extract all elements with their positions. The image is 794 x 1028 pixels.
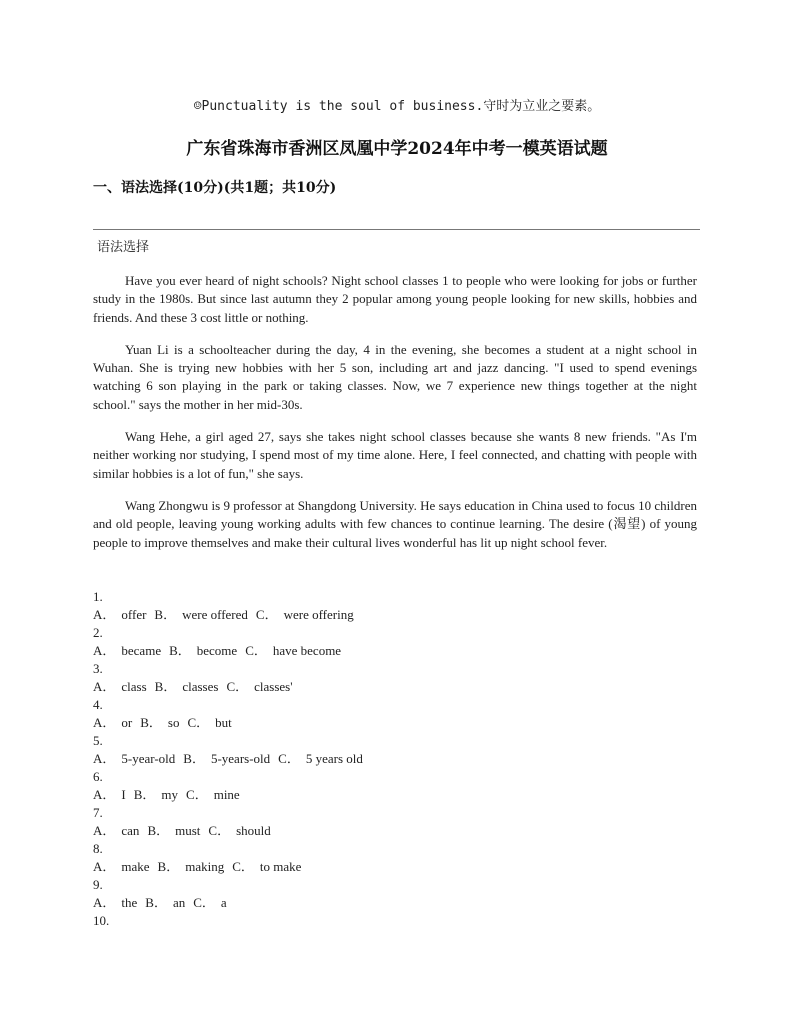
option-text: mine xyxy=(213,787,240,802)
option-text: 5 years old xyxy=(305,751,363,766)
option-letter: A． xyxy=(93,607,116,622)
question-number: 6. xyxy=(93,769,103,784)
option-letter: C． xyxy=(255,607,278,622)
option-text: the xyxy=(121,895,138,910)
passage-paragraph: Yuan Li is a schoolteacher during the day, 4 in the evening, she becomes a student at a night school in Wuhan. She is trying new hobbies with her 5 son, including art and jazz dancing. "I used to spend evenings watching 6 son playing in the park or taking classes. Now, we 7 experience new things together at the night school." says the mother in her mid-30s. xyxy=(93,341,697,412)
option-text: to make xyxy=(259,859,302,874)
option-text: so xyxy=(167,715,180,730)
option-letter: C． xyxy=(186,787,208,802)
section-divider xyxy=(93,229,700,230)
question-list xyxy=(93,588,697,930)
option-text: 5-years-old xyxy=(210,751,271,766)
page-title: 广东省珠海市香洲区凤凰中学2024年中考一模英语试题 xyxy=(186,139,608,159)
question-number: 7. xyxy=(93,805,103,820)
question-number: 5. xyxy=(93,733,103,748)
option-letter: C． xyxy=(193,895,215,910)
question-number: 1. xyxy=(93,589,103,604)
question-options xyxy=(93,678,697,696)
option-text: but xyxy=(215,715,232,730)
option-text: classes xyxy=(182,679,219,694)
question-options xyxy=(93,642,697,660)
option-letter: C． xyxy=(232,859,254,874)
option-letter: C． xyxy=(187,715,210,730)
option-letter: C． xyxy=(208,823,231,838)
question-options xyxy=(93,822,697,840)
option-letter: C． xyxy=(245,643,267,658)
question-number: 4. xyxy=(93,697,103,712)
option-text: become xyxy=(196,643,238,658)
option-letter: B． xyxy=(147,823,170,838)
option-text: make xyxy=(121,859,150,874)
question-options xyxy=(93,714,697,732)
option-letter: B． xyxy=(169,643,191,658)
option-letter: B． xyxy=(157,859,180,874)
option-text: my xyxy=(161,787,179,802)
passage-paragraph: Have you ever heard of night schools? Night school classes 1 to people who were looking for jobs or further study in the 1980s. But since last autumn they 2 popular among young people looking for new skills, hobbies and friends. And these 3 cost little or nothing. xyxy=(93,273,697,325)
option-text: 5-year-old xyxy=(121,751,176,766)
question-options xyxy=(93,858,697,876)
option-letter: A． xyxy=(93,787,116,802)
option-text: an xyxy=(172,895,186,910)
option-letter: B． xyxy=(145,895,167,910)
option-letter: C． xyxy=(278,751,300,766)
option-letter: A． xyxy=(93,643,116,658)
passage-paragraph: Wang Zhongwu is 9 professor at Shangdong University. He says education in China used to focus 10 children and old people, leaving young working adults with few chances to continue learning. The desire (渴望) of young people to improve themselves and make their cultural lives wonderful has lit up night school fever. xyxy=(93,497,697,550)
option-text: class xyxy=(121,679,147,694)
option-text: were offered xyxy=(182,607,248,622)
question-options xyxy=(93,894,697,912)
option-text: offer xyxy=(121,607,147,622)
option-text: were offering xyxy=(283,607,354,622)
option-letter: B． xyxy=(140,715,162,730)
option-text: I xyxy=(121,787,126,802)
question-number: 10. xyxy=(93,913,110,928)
option-text: can xyxy=(121,823,140,838)
option-text: should xyxy=(236,823,271,838)
option-letter: B． xyxy=(183,751,205,766)
option-text: or xyxy=(121,715,133,730)
option-letter: B． xyxy=(154,679,177,694)
option-text: a xyxy=(220,895,227,910)
option-letter: A． xyxy=(93,679,116,694)
option-letter: A． xyxy=(93,823,116,838)
option-text: making xyxy=(185,859,225,874)
option-letter: A． xyxy=(93,751,116,766)
question-options xyxy=(93,750,697,768)
passage-paragraph: Wang Hehe, a girl aged 27, says she takes night school classes because she wants 8 new friends. "As I'm neither working nor studying, I spend most of my time alone. Here, I feel connected, and chatting with people with similar hobbies is a lot of fun," she says. xyxy=(93,429,697,481)
option-text: must xyxy=(175,823,201,838)
question-options xyxy=(93,606,697,624)
option-letter: A． xyxy=(93,715,116,730)
option-letter: C． xyxy=(226,679,249,694)
question-number: 2. xyxy=(93,625,103,640)
option-text: classes' xyxy=(254,679,293,694)
section-heading: 一、语法选择(10分)(共1题；共10分) xyxy=(93,180,337,196)
option-letter: B． xyxy=(133,787,156,802)
option-text: became xyxy=(121,643,162,658)
section-subheading: 语法选择 xyxy=(97,240,150,255)
reading-passage xyxy=(93,272,697,566)
question-number: 3. xyxy=(93,661,103,676)
option-letter: A． xyxy=(93,859,116,874)
header-motto: ☺Punctuality is the soul of business.守时为立业之要素。 xyxy=(193,99,601,114)
question-options xyxy=(93,786,697,804)
option-letter: A． xyxy=(93,895,116,910)
question-number: 8. xyxy=(93,841,103,856)
option-letter: B． xyxy=(154,607,177,622)
option-text: have become xyxy=(272,643,342,658)
question-number: 9. xyxy=(93,877,103,892)
